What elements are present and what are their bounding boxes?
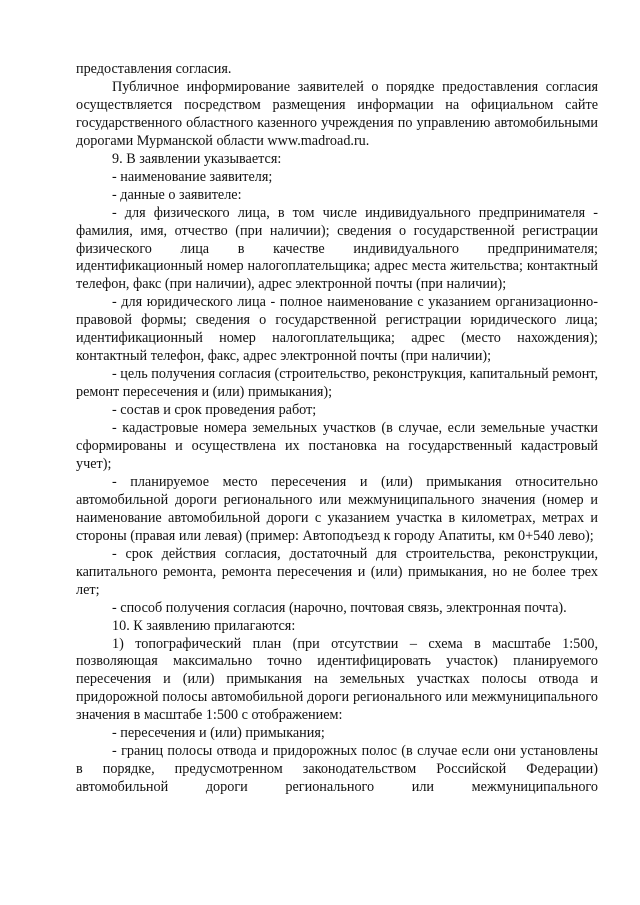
document-paragraph: предоставления согласия. <box>76 61 232 77</box>
document-paragraph: - для юридического лица - полное наименование с указанием организационно-правовой формы; сведения о государственной регистрации юридического лица; идентификационный номер налогоплательщика; адрес (место нахождения); контактный телефон, факс, адрес электронной почты (при наличии); <box>76 294 598 365</box>
document-paragraph: - планируемое место пересечения и (или) примыкания относительно автомобильной дороги регионального или межмуниципального значения (номер и наименование автомобильной дороги с указанием участка в километрах, метрах и стороны (правая или левая) (пример: Автоподъезд к городу Апатиты, км 0+540 лево); <box>76 473 598 544</box>
document-paragraph: - цель получения согласия (строительство, реконструкция, капитальный ремонт, ремонт пересечения и (или) примыкания); <box>76 366 598 401</box>
document-paragraph: 1) топографический план (при отсутствии – схема в масштабе 1:500, позволяющая максимально точно идентифицировать участок) планируемого пересечения и (или) примыкания на земельных участках полосы отвода и придорожной полосы автомобильной дороги регионального или межмуниципального значения в масштабе 1:500 с отображением: <box>76 635 598 724</box>
document-page <box>76 61 598 797</box>
document-paragraph: Публичное информирование заявителей о порядке предоставления согласия осуществляется посредством размещения информации на официальном сайте государственного областного казенного учреждения по управлению автомобильными дорогами Мурманской области www.madroad.ru. <box>76 78 598 149</box>
document-paragraph: - способ получения согласия (нарочно, почтовая связь, электронная почта). <box>112 599 567 616</box>
document-paragraph: 10. К заявлению прилагаются: <box>112 617 296 634</box>
document-paragraph: - пересечения и (или) примыкания; <box>112 725 325 742</box>
document-paragraph: - наименование заявителя; <box>112 168 273 185</box>
document-paragraph: - кадастровые номера земельных участков (в случае, если земельные участки сформированы и осуществлена их постановка на государственный кадастровый учет); <box>76 420 598 472</box>
document-paragraph: - данные о заявителе: <box>112 186 242 203</box>
document-paragraph: - срок действия согласия, достаточный для строительства, реконструкции, капитального ремонта, ремонта пересечения и (или) примыкания, но не более трех лет; <box>76 545 598 598</box>
document-paragraph: 9. В заявлении указывается: <box>112 150 282 167</box>
document-paragraph: - для физического лица, в том числе индивидуального предпринимателя - фамилия, имя, отчество (при наличии); сведения о государственной регистрации физического лица в качестве индивидуального предпринимателя; идентификационный номер налогоплательщика; адрес места жительства; контактный телефон, факс (при наличии), адрес электронной почты (при наличии); <box>76 204 598 293</box>
document-paragraph: - состав и срок проведения работ; <box>112 402 317 419</box>
document-paragraph: - границ полосы отвода и придорожных полос (в случае если они установлены в порядке, предусмотренном законодательством Российской Федерации) автомобильной дороги регионального или межмуниципального <box>76 743 598 796</box>
